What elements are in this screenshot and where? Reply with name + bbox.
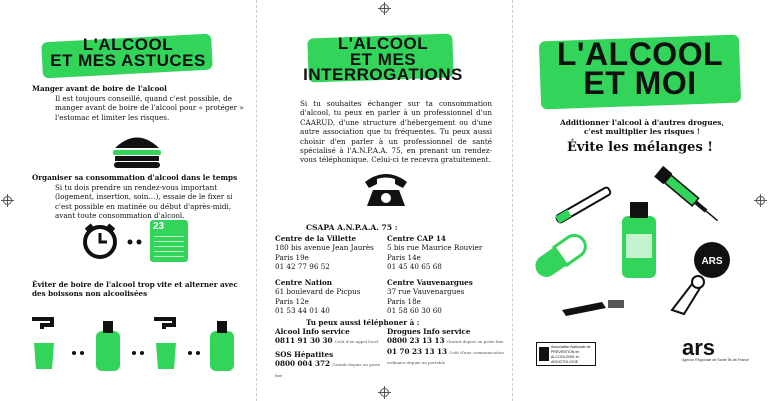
telephone-icon xyxy=(363,170,409,208)
drinks-alternate-illustration xyxy=(24,313,244,373)
calendar-day: 23 xyxy=(153,221,165,232)
panel-astuces xyxy=(0,0,256,401)
intro-text: Si tu souhaites échanger sur ta consommation d'alcool, tu peux en parler à un professionnel d'un CAARUD, d'une structure d'hébergement ou d'une autre association que tu fréquentes. Tu peux aussi choisir d'en parler à un professionnel de santé spécialisé à l'A.N.P.A.A. 75, en prenant un rendez-vous téléphonique. Celui-ci te recevra gratuitement. xyxy=(300,99,492,165)
crop-mark xyxy=(3,196,12,205)
csapa-heading: CSAPA A.N.P.A.A. 75 : xyxy=(306,223,398,232)
centre-nation: Centre Nation 61 boulevard de Picpus Paris 12e 01 53 44 01 40 xyxy=(275,278,361,316)
tip3-heading: Éviter de boire de l'alcool trop vite et alterner avec des boissons non alcoolisées xyxy=(32,280,238,299)
tip1-body: Il est toujours conseillé, quand c'est possible, de manger avant de boire de l'alcool pour « protéger » l'estomac et limiter les risques. xyxy=(55,94,244,122)
tip2-heading: Organiser sa consommation d'alcool dans le temps xyxy=(32,173,238,182)
centre-vauvenargues: Centre Vauvenargues 37 rue Vauvenargues Paris 18e 01 58 60 30 60 xyxy=(387,278,473,316)
dots-separator-icon xyxy=(127,239,143,245)
centre-villette: Centre de la Villette 180 bis avenue Jean Jaurès Paris 19e 01 42 77 96 52 xyxy=(275,234,374,272)
crop-mark xyxy=(756,196,765,205)
drugs-illustration xyxy=(522,160,758,320)
burger-icon xyxy=(112,131,162,171)
title-moi: L'ALCOOL ET MOI xyxy=(556,36,724,102)
alarm-clock-icon xyxy=(80,220,120,260)
panel-interrogations xyxy=(256,0,512,401)
crop-mark xyxy=(380,4,389,13)
subtitle-risques: Additionner l'alcool à d'autres drogues, c'est multiplier les risques ! xyxy=(559,118,725,137)
fold-line-2 xyxy=(512,0,513,401)
service-sos-hepatites: SOS Hépatites 0800 004 372 Gratuit depuis un poste fixe xyxy=(275,350,381,378)
title-interrogations: L'ALCOOL ET MES INTERROGATIONS xyxy=(303,34,463,85)
panel-moi xyxy=(512,0,768,401)
fold-line-1 xyxy=(256,0,257,401)
logo-anpaa: Association Nationale de PRÉVENTION en ALCOOLOGIE et ADDICTOLOGIE xyxy=(536,342,596,366)
service-alcool-info: Alcool Info service 0811 91 30 30 Coût d'un appel local xyxy=(275,327,378,346)
centre-cap14: Centre CAP 14 5 bis rue Maurice Rouvier Paris 14e 01 45 40 65 68 xyxy=(387,234,483,272)
phone-heading: Tu peux aussi téléphoner à : xyxy=(306,318,420,327)
crop-mark xyxy=(380,388,389,397)
tip1-heading: Manger avant de boire de l'alcool xyxy=(32,84,167,93)
pill-label: ARS xyxy=(701,256,723,267)
calendar-icon xyxy=(150,220,188,262)
title-astuces: L'ALCOOL ET MES ASTUCES xyxy=(50,35,206,70)
logo-ars: ars Agence Régionale de Santé Île-de-France xyxy=(682,335,750,362)
headline-melanges: Évite les mélanges ! xyxy=(566,140,713,155)
service-drogues-info: Drogues Info service 0800 23 13 13 Gratuit depuis un poste fixe 01 70 23 13 13 Coût d'une communication ordinaire depuis un portable xyxy=(387,327,504,366)
tip2-body: Si tu dois prendre un rendez-vous important (logement, insertion, soin…), essaie de le fixer si c'est possible en matinée ou début d'après-midi, avant toute consommation d'alcool. xyxy=(55,183,233,221)
